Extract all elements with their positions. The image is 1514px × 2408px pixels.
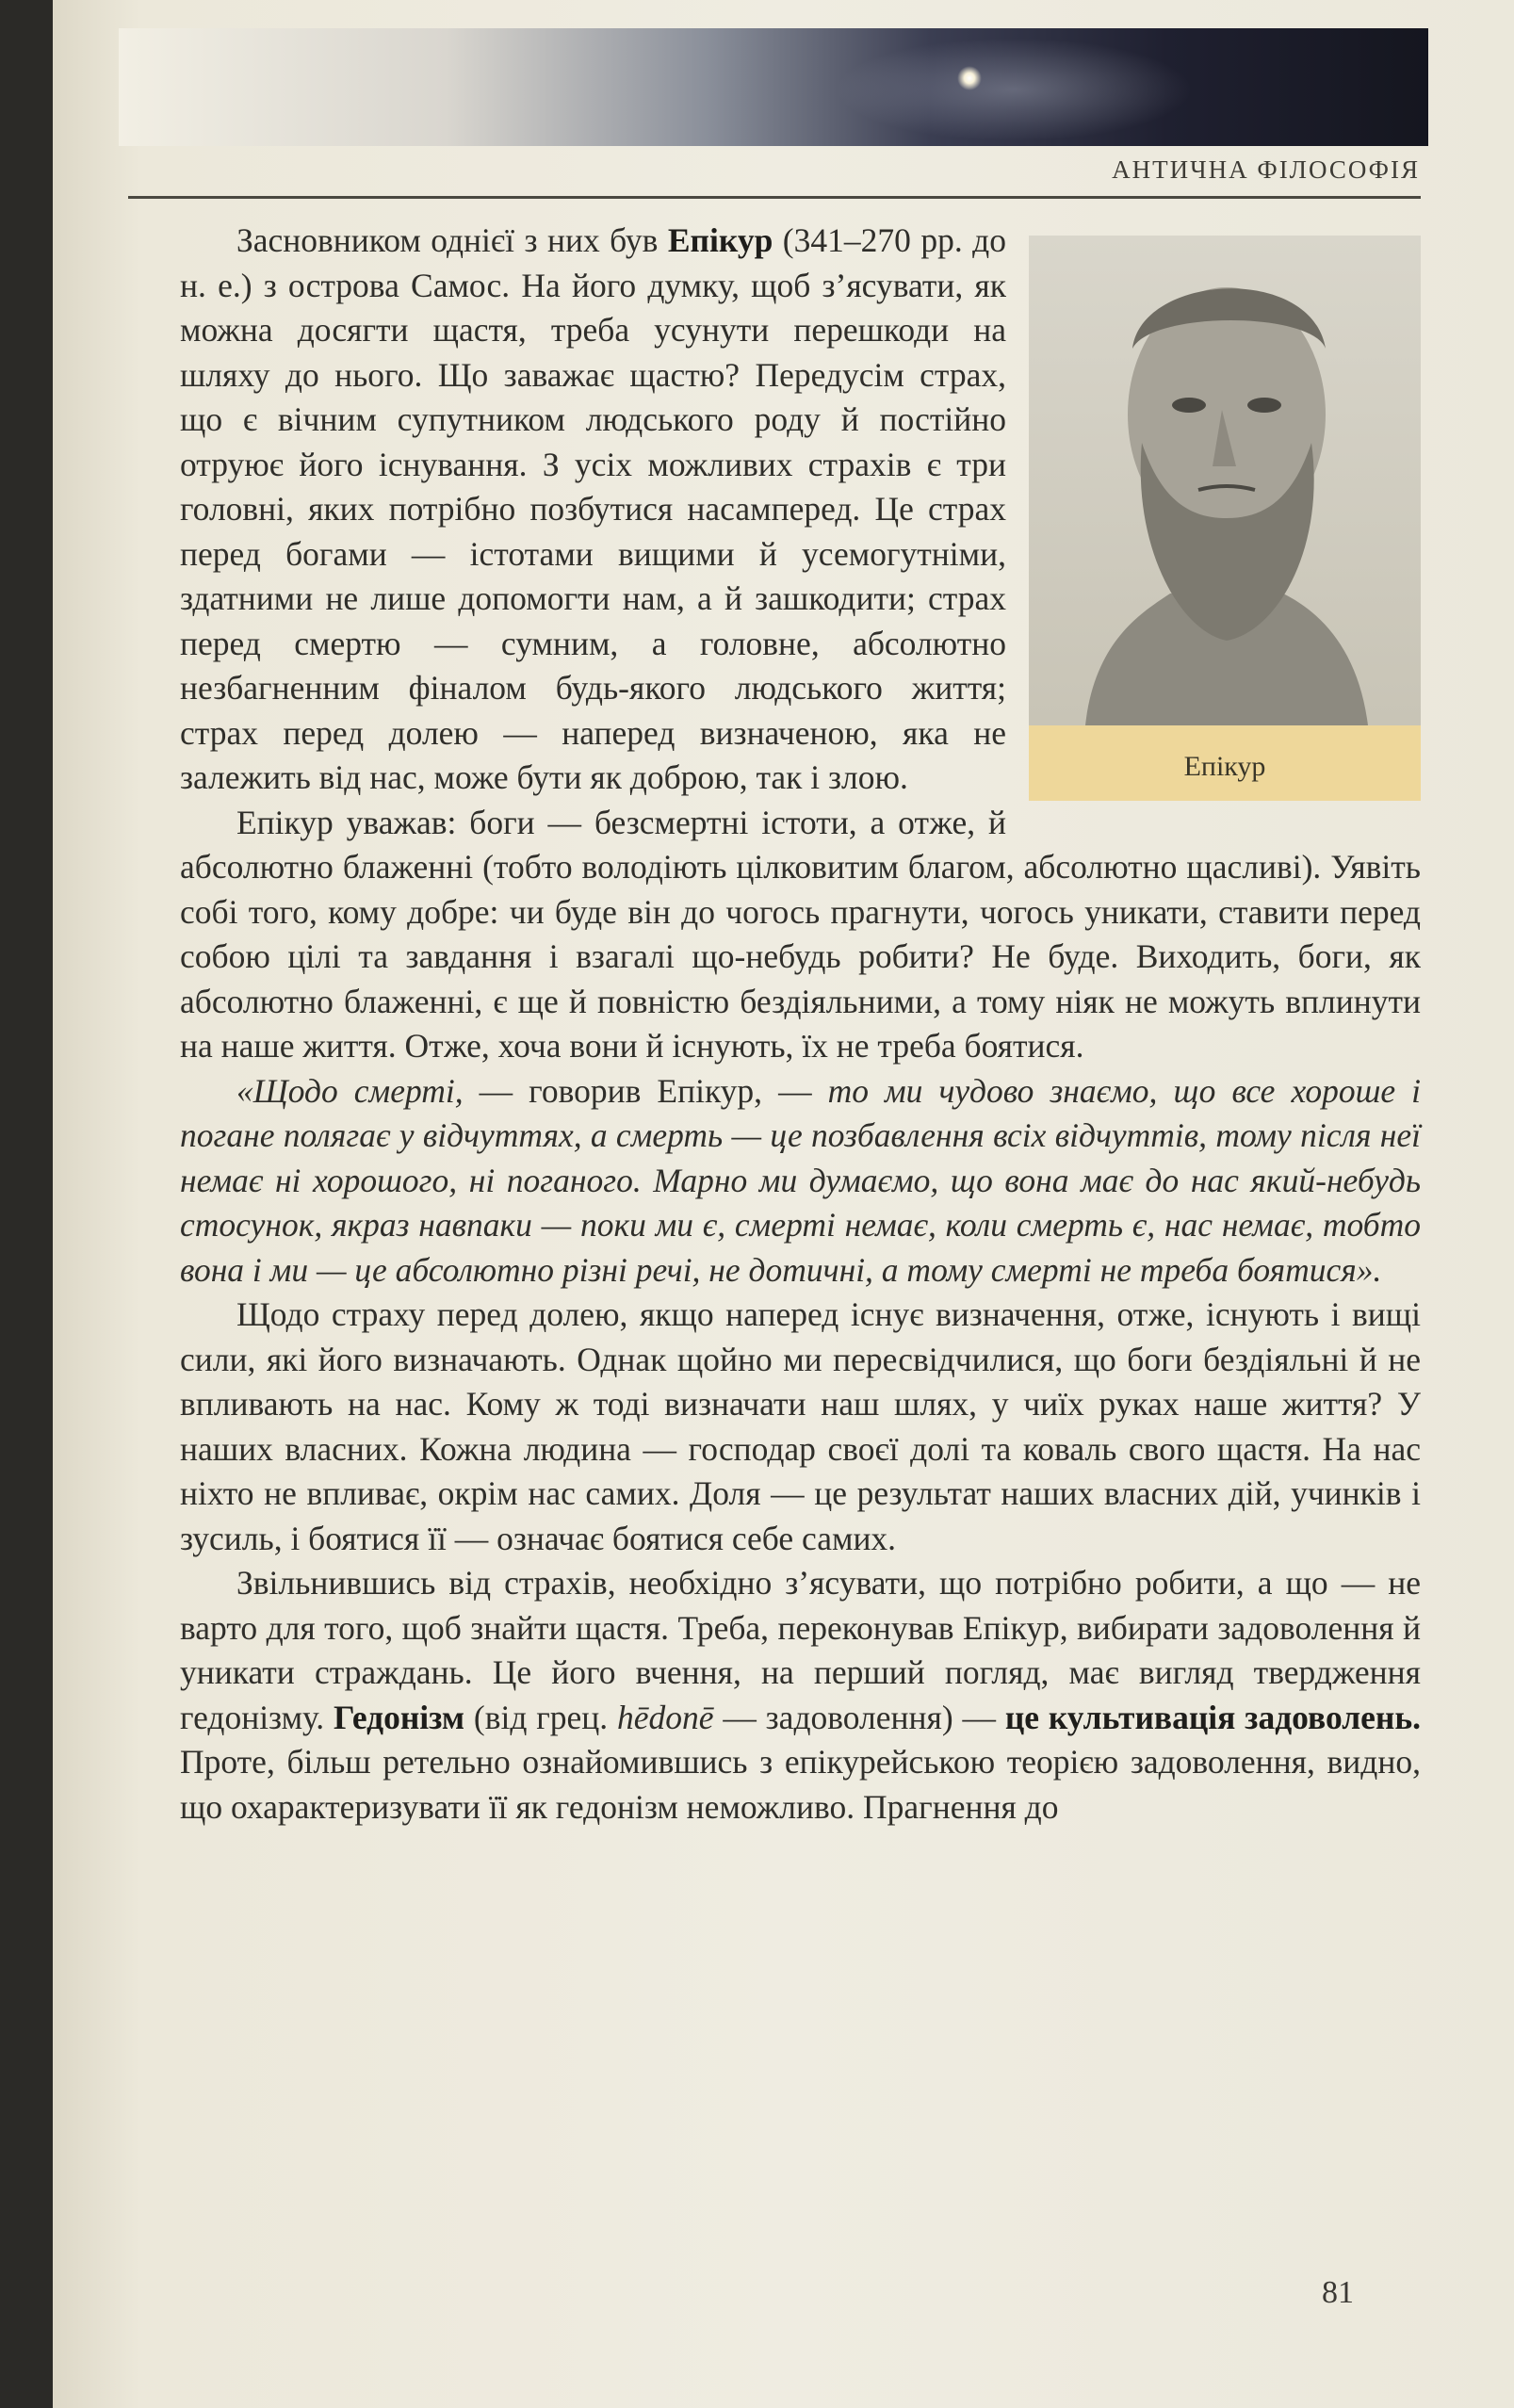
paragraph-5 (180, 1561, 1421, 1830)
epicurus-bust-image (1029, 236, 1421, 725)
p1-bold-epicurus: Епікур (667, 221, 773, 259)
p5-text-a: Звільнившись від страхів, необхідно з’ясувати, що потрібно робити, а що — не варто для того, щоб знайти щастя. Треба, переконував Епікур, вибирати задоволення й уникати страждань. Це його вчення, на перший погляд, має вигляд твердження гедонізму. (180, 1564, 1421, 1736)
p5-bold-definition: це культивація задоволень. (1004, 1698, 1421, 1736)
p3-text-b: — говорив Епікур, — (463, 1071, 828, 1110)
paragraph-2: Епікур уважав: боги — безсмертні істоти, а отже, й абсолютно блаженні (тобто володіють цілковитим благом, абсолютно щасливі). Уявіть собі того, кому добре: чи буде він до чогось прагнути, чогось уникати, ставити перед собою цілі та завдання і взагалі що-небудь робити? Не буде. Виходить, боги, як абсолютно блаженні, є ще й повністю бездіяльними, а тому ніяк не можуть вплинути на наше життя. Отже, хоча вони й існують, їх не треба боятися. (180, 803, 1421, 1065)
paragraph-3 (180, 1069, 1421, 1293)
milky-way-glow (835, 38, 1193, 141)
page-number: 81 (1322, 2275, 1354, 2310)
p1-text-c: (341–270 рр. до н. е.) з острова Самос. На його думку, щоб з’ясувати, як можна досягти щастя, треба усунути перешкоди на шляху до нього. Що заважає щастю? Передусім страх, що є вічним супутником людського роду й постійно отруює його існування. З усіх можливих страхів є три головні, яких потрібно позбутися насамперед. Це страх перед богами — істотами вищими й усемогутніми, здатними не лише допомогти нам, а й зашкодити; страх перед смертю — сумним, а головне, абсолютно незбагненним фіналом будь-якого людського життя; страх перед долею — наперед визначеною, яка не залежить від нас, може бути як доброю, так і злою. (180, 221, 1006, 796)
book-page (53, 0, 1514, 2408)
p5-text-c: (від грец. (464, 1698, 617, 1736)
paragraph-4: Щодо страху перед долею, якщо наперед існує визначення, отже, існують і вищі сили, які його визначають. Однак щойно ми пересвідчилися, що боги бездіяльні й не впливають на нас. Кому ж тоді визначати наш шлях, у чиїх руках наше життя? У наших власних. Кожна людина — господар своєї долі та коваль свого щастя. На нас ніхто не впливає, окрім нас самих. Доля — це результат наших власних дій, учинків і зусиль, і боятися її — означає боятися себе самих. (180, 1295, 1421, 1557)
epicurus-figure (1029, 236, 1421, 801)
body-text (180, 219, 1421, 1830)
figure-caption: Епікур (1183, 751, 1266, 782)
p1-text-a: Засновником однієї з них був (236, 221, 668, 259)
figure-caption-box (1029, 725, 1421, 801)
p5-bold-hedonism: Гедонізм (333, 1698, 465, 1736)
starfield-banner (119, 28, 1428, 146)
bright-star (957, 66, 982, 90)
p5-italic-greek: hēdonē (617, 1698, 714, 1736)
p5-text-g: Проте, більш ретельно ознайомившись з епікурейською теорією задоволення, видно, що охарактеризувати її як гедонізм неможливо. Прагнення до (180, 1743, 1421, 1826)
header-rule (128, 196, 1421, 199)
p5-text-e: — задоволення) — (713, 1698, 1005, 1736)
p3-italic-a: «Щодо смерті, (236, 1071, 464, 1110)
section-title: АНТИЧНА ФІЛОСОФІЯ (1112, 155, 1420, 184)
p3-italic-quote: то ми чудово знаємо, що все хороше і погане полягає у відчуттях, а смерть — це позбавлення всіх відчуттів, тому після неї немає ні хорошого, ні поганого. Марно ми думаємо, що вона має до нас який-небудь стосунок, якраз навпаки — поки ми є, смерті немає, коли смерть є, нас немає, тобто вона і ми — це абсолютно різні речі, не дотичні, а тому смерті не треба боятися». (180, 1071, 1422, 1289)
